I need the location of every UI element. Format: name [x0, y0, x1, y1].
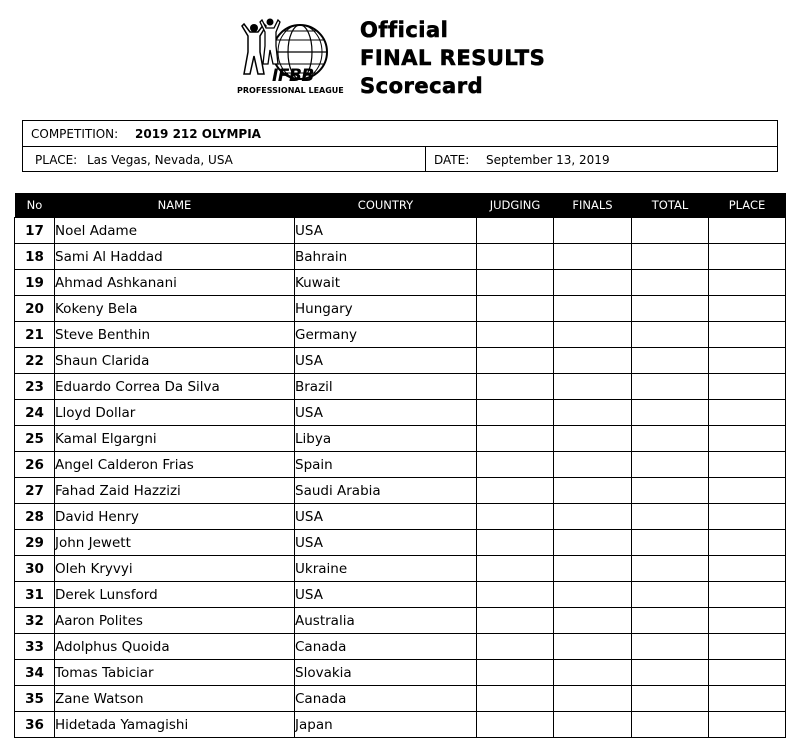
competitor-number: 25	[15, 426, 55, 452]
competitor-country: USA	[295, 400, 477, 426]
total-cell	[632, 296, 709, 322]
competitor-number: 35	[15, 686, 55, 712]
competitor-name: Sami Al Haddad	[55, 244, 295, 270]
competitor-name: Eduardo Correa Da Silva	[55, 374, 295, 400]
judging-cell	[477, 712, 554, 738]
competitor-number: 33	[15, 634, 55, 660]
place-cell	[709, 218, 786, 244]
place-cell	[709, 530, 786, 556]
judging-cell	[477, 452, 554, 478]
total-cell	[632, 556, 709, 582]
table-row	[15, 244, 786, 270]
table-header-row	[15, 193, 786, 218]
finals-cell	[554, 348, 632, 374]
column-header-total: TOTAL	[632, 193, 709, 218]
place-cell	[709, 504, 786, 530]
finals-cell	[554, 608, 632, 634]
total-cell	[632, 686, 709, 712]
table-row	[15, 452, 786, 478]
place-cell	[709, 322, 786, 348]
competitor-number: 24	[15, 400, 55, 426]
place-label: PLACE:	[35, 153, 78, 167]
competitor-number: 22	[15, 348, 55, 374]
competitor-name: Ahmad Ashkanani	[55, 270, 295, 296]
place-cell	[709, 270, 786, 296]
total-cell	[632, 374, 709, 400]
finals-cell	[554, 504, 632, 530]
column-header-no: No	[15, 193, 55, 218]
finals-cell	[554, 660, 632, 686]
table-row	[15, 608, 786, 634]
competition-label: COMPETITION:	[31, 127, 119, 141]
competitor-name: Kokeny Bela	[55, 296, 295, 322]
competitor-name: Adolphus Quoida	[55, 634, 295, 660]
table-row	[15, 504, 786, 530]
finals-cell	[554, 556, 632, 582]
total-cell	[632, 634, 709, 660]
finals-cell	[554, 634, 632, 660]
finals-cell	[554, 686, 632, 712]
table-row	[15, 374, 786, 400]
competitor-number: 28	[15, 504, 55, 530]
results-table	[14, 193, 786, 738]
title-line-2: FINAL RESULTS	[360, 46, 546, 70]
judging-cell	[477, 582, 554, 608]
competitor-name: David Henry	[55, 504, 295, 530]
column-header-place: PLACE	[709, 193, 786, 218]
competitor-number: 30	[15, 556, 55, 582]
title-line-3: Scorecard	[360, 74, 484, 98]
competition-value: 2019 212 OLYMPIA	[135, 127, 261, 141]
table-row	[15, 400, 786, 426]
judging-cell	[477, 374, 554, 400]
place-cell	[709, 426, 786, 452]
column-header-country: COUNTRY	[295, 193, 477, 218]
logo-text: IFBB	[272, 66, 314, 86]
competitor-number: 26	[15, 452, 55, 478]
judging-cell	[477, 270, 554, 296]
place-cell	[709, 400, 786, 426]
competitor-country: Japan	[295, 712, 477, 738]
finals-cell	[554, 218, 632, 244]
competitor-country: Libya	[295, 426, 477, 452]
column-header-finals: FINALS	[554, 193, 632, 218]
competitor-name: Shaun Clarida	[55, 348, 295, 374]
finals-cell	[554, 582, 632, 608]
judging-cell	[477, 660, 554, 686]
place-cell	[709, 556, 786, 582]
column-header-name: NAME	[55, 193, 295, 218]
title-line-1: Official	[360, 18, 449, 42]
competitor-number: 23	[15, 374, 55, 400]
finals-cell	[554, 452, 632, 478]
judging-cell	[477, 348, 554, 374]
table-row	[15, 556, 786, 582]
finals-cell	[554, 478, 632, 504]
total-cell	[632, 504, 709, 530]
finals-cell	[554, 426, 632, 452]
table-row	[15, 296, 786, 322]
place-value: Las Vegas, Nevada, USA	[87, 153, 233, 167]
place-cell	[709, 296, 786, 322]
competitor-name: Aaron Polites	[55, 608, 295, 634]
finals-cell	[554, 530, 632, 556]
table-row	[15, 660, 786, 686]
judging-cell	[477, 296, 554, 322]
judging-cell	[477, 686, 554, 712]
table-row	[15, 530, 786, 556]
competitor-number: 19	[15, 270, 55, 296]
finals-cell	[554, 374, 632, 400]
finals-cell	[554, 712, 632, 738]
competitor-number: 36	[15, 712, 55, 738]
info-divider	[425, 147, 426, 172]
competition-row	[23, 121, 777, 147]
competitor-name: Derek Lunsford	[55, 582, 295, 608]
competitor-country: Hungary	[295, 296, 477, 322]
table-row	[15, 218, 786, 244]
competitor-name: Angel Calderon Frias	[55, 452, 295, 478]
competitor-name: Steve Benthin	[55, 322, 295, 348]
competition-info-box	[22, 120, 778, 172]
total-cell	[632, 218, 709, 244]
competitor-name: Oleh Kryvyi	[55, 556, 295, 582]
judging-cell	[477, 556, 554, 582]
competitor-name: Tomas Tabiciar	[55, 660, 295, 686]
judging-cell	[477, 504, 554, 530]
total-cell	[632, 582, 709, 608]
competitor-country: Slovakia	[295, 660, 477, 686]
competitor-number: 21	[15, 322, 55, 348]
judging-cell	[477, 608, 554, 634]
competitor-country: USA	[295, 582, 477, 608]
competitor-number: 32	[15, 608, 55, 634]
competitor-number: 34	[15, 660, 55, 686]
competitor-country: Saudi Arabia	[295, 478, 477, 504]
competitor-country: Ukraine	[295, 556, 477, 582]
total-cell	[632, 270, 709, 296]
place-cell	[709, 712, 786, 738]
judging-cell	[477, 244, 554, 270]
table-row	[15, 686, 786, 712]
place-cell	[709, 244, 786, 270]
total-cell	[632, 608, 709, 634]
column-header-judging: JUDGING	[477, 193, 554, 218]
finals-cell	[554, 322, 632, 348]
judging-cell	[477, 322, 554, 348]
competitor-number: 31	[15, 582, 55, 608]
date-label: DATE:	[434, 153, 470, 167]
total-cell	[632, 348, 709, 374]
competitor-name: Kamal Elgargni	[55, 426, 295, 452]
competitor-name: Noel Adame	[55, 218, 295, 244]
place-cell	[709, 374, 786, 400]
finals-cell	[554, 296, 632, 322]
place-cell	[709, 608, 786, 634]
competitor-country: Canada	[295, 634, 477, 660]
table-row	[15, 270, 786, 296]
competitor-number: 29	[15, 530, 55, 556]
table-row	[15, 712, 786, 738]
table-row	[15, 322, 786, 348]
competitor-number: 18	[15, 244, 55, 270]
total-cell	[632, 712, 709, 738]
total-cell	[632, 400, 709, 426]
table-row	[15, 348, 786, 374]
competitor-number: 27	[15, 478, 55, 504]
competitor-country: USA	[295, 530, 477, 556]
total-cell	[632, 244, 709, 270]
competitor-country: Canada	[295, 686, 477, 712]
judging-cell	[477, 478, 554, 504]
competitor-name: Fahad Zaid Hazzizi	[55, 478, 295, 504]
total-cell	[632, 478, 709, 504]
competitor-name: Zane Watson	[55, 686, 295, 712]
competitor-country: USA	[295, 218, 477, 244]
place-cell	[709, 634, 786, 660]
total-cell	[632, 530, 709, 556]
judging-cell	[477, 634, 554, 660]
table-row	[15, 582, 786, 608]
total-cell	[632, 660, 709, 686]
finals-cell	[554, 400, 632, 426]
place-cell	[709, 660, 786, 686]
place-cell	[709, 478, 786, 504]
place-date-row	[23, 147, 777, 172]
total-cell	[632, 426, 709, 452]
finals-cell	[554, 244, 632, 270]
judging-cell	[477, 218, 554, 244]
place-cell	[709, 452, 786, 478]
table-row	[15, 478, 786, 504]
logo-subtext: PROFESSIONAL LEAGUE	[237, 86, 344, 95]
judging-cell	[477, 426, 554, 452]
place-cell	[709, 582, 786, 608]
judging-cell	[477, 400, 554, 426]
competitor-number: 17	[15, 218, 55, 244]
competitor-country: Australia	[295, 608, 477, 634]
place-cell	[709, 686, 786, 712]
page-title	[360, 16, 545, 100]
judging-cell	[477, 530, 554, 556]
table-body	[15, 218, 786, 738]
competitor-country: Spain	[295, 452, 477, 478]
competitor-country: Brazil	[295, 374, 477, 400]
competitor-name: John Jewett	[55, 530, 295, 556]
total-cell	[632, 322, 709, 348]
date-value: September 13, 2019	[486, 153, 610, 167]
competitor-country: Germany	[295, 322, 477, 348]
competitor-name: Lloyd Dollar	[55, 400, 295, 426]
finals-cell	[554, 270, 632, 296]
competitor-number: 20	[15, 296, 55, 322]
competitor-country: Bahrain	[295, 244, 477, 270]
table-row	[15, 426, 786, 452]
place-cell	[709, 348, 786, 374]
competitor-name: Hidetada Yamagishi	[55, 712, 295, 738]
competitor-country: Kuwait	[295, 270, 477, 296]
total-cell	[632, 452, 709, 478]
table-row	[15, 634, 786, 660]
competitor-country: USA	[295, 348, 477, 374]
competitor-country: USA	[295, 504, 477, 530]
